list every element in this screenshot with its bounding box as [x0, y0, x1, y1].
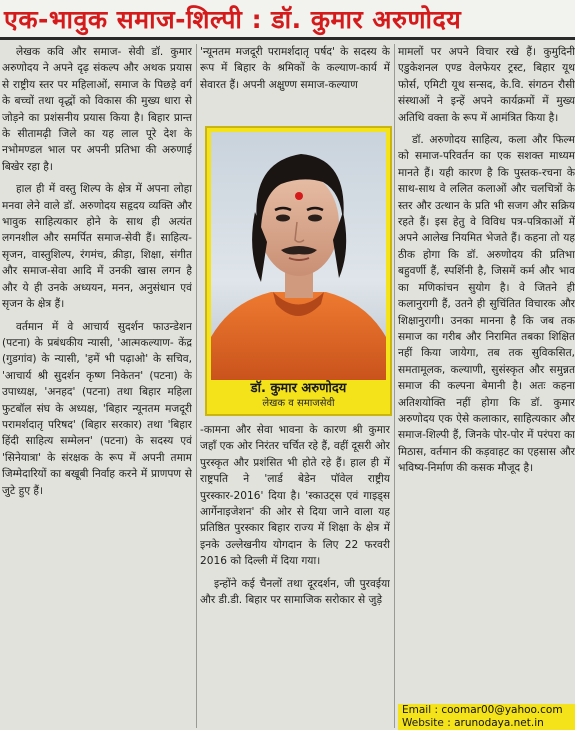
email-line: [402, 704, 575, 717]
website-line: [402, 717, 575, 730]
website-label: Website :: [402, 717, 451, 729]
column1-paragraph-2: हाल ही में वस्तु शिल्प के क्षेत्र में अपना लोहा मनवा लेने वाले डॉ. अरुणोदय सहृदय व्यक्ति और भावुक साहित्यकार होने के साथ ही अत्यंत लगनशील और समर्पित समाज-सेवी हैं। साहित्य- सृजन, वास्तुशिल्प, रंगमंच, क्रीड़ा, शिक्षा, संगीत और समाज-सेवा आदि में उनकी खास लगन है और ये ही उनके अध्ययन, मनन, अनुसंधान एवं सृजन के क्षेत्र हैं।: [2, 183, 192, 311]
article-column-2-top: [200, 44, 390, 124]
portrait-box: [205, 126, 392, 416]
article-column-2-bottom: [200, 422, 390, 730]
column1-paragraph-3: वर्तमान में वे आचार्य सुदर्शन फाउन्डेशन (पटना) के प्रबंधकीय न्यासी, 'आत्मकल्याण- केंद्र (गुडगांव) के न्यासी, 'हमें भी पढ़ाओ' के सचिव, 'आचार्य श्री सुदर्शन कृष्ण निकेतन' (पटना) के उपाध्यक्ष, 'अनहद' (पटना) तथा बिहार महिला फुटबॉल संघ के अध्यक्ष, 'बिहार न्यूनतम मजदूरी परामर्शदातृ परिषद' (बिहार सरकार) तथा 'बिहार हिंदी साहित्य सम्मेलन' (पटना) के सदस्य एवं 'सिनेयात्रा' के संरक्षक के रूप में अपनी तमाम जिम्मेदारियों का बखूबी निर्वाह करने में प्राणपण से जुटे हुए हैं।: [2, 320, 192, 497]
column-divider: [394, 44, 395, 728]
portrait-illustration: [211, 132, 386, 380]
column1-paragraph-1: लेखक कवि और समाज- सेवी डॉ. कुमार अरुणोदय ने अपने दृढ़ संकल्प और अथक प्रयास से राष्ट्रीय स्तर पर महिलाओं, समाज के पिछड़े वर्ग के बच्चों तथा वृद्धों को विकास की मुख्य धारा से जोड़ने का प्रशंसनीय प्रयास किया है। बिहार प्रान्त के सीतामढ़ी जिले का यह लाल पूरे देश के नभोमण्डल भाल पर अपनी प्रतिभा की अरुणाई बिखेर रहा है।: [2, 46, 192, 173]
article-column-3: [398, 44, 575, 704]
photo-caption-name: डॉ. कुमार अरुणोदय: [250, 381, 347, 396]
portrait-photo: [211, 132, 386, 380]
headline: एक-भावुक समाज-शिल्पी : डॉ. कुमार अरुणोदय: [0, 0, 575, 40]
contact-box: [398, 704, 575, 730]
column2-paragraph-1: -कामना और सेवा भावना के कारण श्री कुमार जहाँ एक ओर निरंतर चर्चित रहे हैं, वहीं दूसरी ओर पुरस्कृत और प्रशंसित भी होते रहे हैं। हाल ही में राष्ट्रपति ने 'लार्ड बेडेन पॉवेल राष्ट्रीय पुरस्कार-2016' दिया है। 'स्काउट्स एवं गाइड्स आर्गेनाइजेशन' की ओर से दिया जाने वाला यह प्रतिष्ठित पुरस्कार बिहार राज्य में शिक्षा के क्षेत्र में इनके उल्लेखनीय योगदान के लिए 22 फरवरी 2016 को दिल्ली में दिया गया।: [200, 424, 390, 568]
email-label: Email :: [402, 704, 439, 716]
column3-paragraph-2: डॉ. अरुणोदय साहित्य, कला और फिल्म को समाज-परिवर्तन का एक सशक्त माध्यम मानते हैं। यही कारण है कि पुस्तक-रचना के साथ-साथ वे ललित कलाओं और चलचित्रों के स्तर और उत्थान के प्रति भी सजग और सक्रिय रहते हैं। इस हेतु वे विविध पत्र-पत्रिकाओं में अपने आलेख नियमित भेजते हैं। कहना तो यह ठीक होगा कि डॉ. अरुणोदय की प्रतिभा बहुवर्णी हैं, स्पर्शिनी है, जिसमें कर्म और भाव का मणिकांचन सुयोग है। वे जितने ही कलानुरागी हैं, उतने ही सुचिंतित विचारक और शिक्षानुरागी। उनका मानना है कि जब तक समाज का गरीब और निरामित तबका शिक्षित नहीं किया जायेगा, तब तक सुविकसित, समतामूलक, कल्याणी, सुसंस्कृत और समुन्नत समाज की कल्पना बेमानी है। अतः कहना अतिशयोक्ति नहीं होगा कि डॉ. कुमार अरुणोदय एक ऐसे कलाकार, साहित्यकार और समाज-शिल्पी हैं, जिनके पोर-पोर में परंपरा का मिठास, वर्तमान की कड़वाहट का एहसास और भविष्य-निर्माण की कसक मौजूद है।: [398, 134, 575, 475]
column3-paragraph-1: मामलों पर अपने विचार रखे हैं। कुमुदिनी एडुकेशनल एण्ड वेलफेयर ट्रस्ट, बिहार यूथ फोर्स, एमिटी यूथ सन्सद, के.वि. संगठन रौसी संस्थाओं ने इन्हें अपने कार्यक्रमों में मुख्य अतिथि वक्ता के रूप में आमंत्रित किया है।: [398, 46, 575, 124]
email-address[interactable]: coomar00@yahoo.com: [441, 704, 563, 716]
photo-caption-role: लेखक व समाजसेवी: [262, 398, 335, 409]
column-divider: [196, 44, 197, 728]
column2-paragraph-2: इन्होंने कई चैनलों तथा दूरदर्शन, जी पुरवईया और डी.डी. बिहार पर सामाजिक सरोकार से जुड़े: [200, 577, 390, 607]
website-url[interactable]: arunodaya.net.in: [454, 717, 544, 729]
column2-top-text: 'न्यूनतम मजदूरी परामर्शदातृ पर्षद' के सदस्य के रूप में बिहार के श्रमिकों के कल्याण-कार्य में सेवारत हैं। अपनी अक्षुण्ण समाज-कल्याण: [200, 46, 390, 91]
article-column-1: [2, 44, 192, 728]
